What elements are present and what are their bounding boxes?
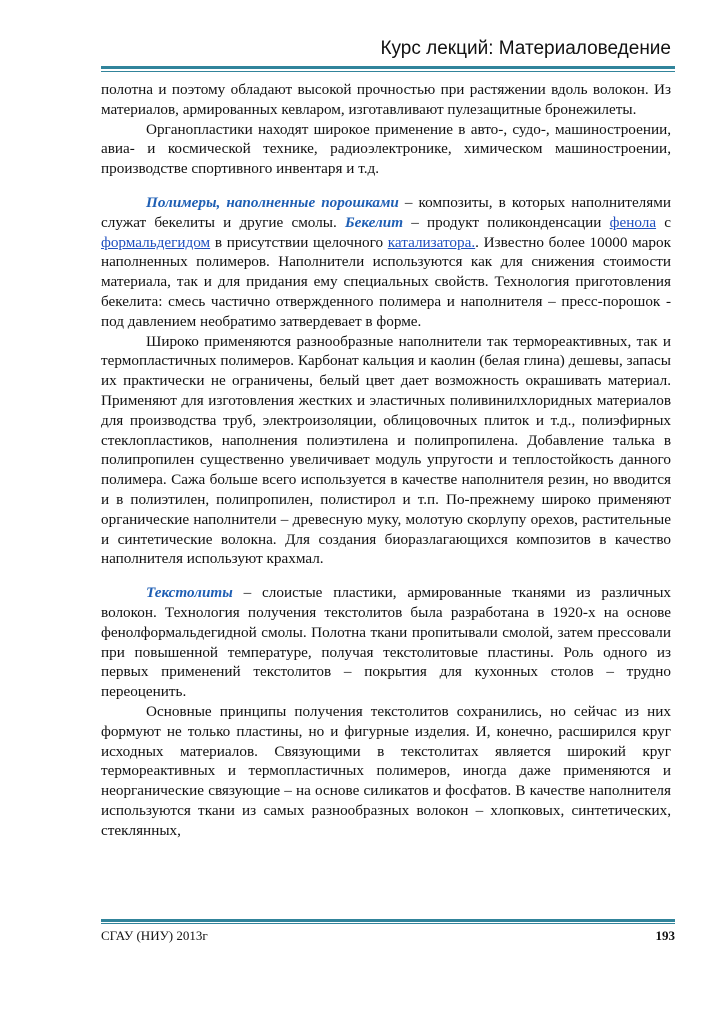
paragraph-textolites (101, 583, 671, 702)
term-textolites: Текстолиты (146, 584, 233, 602)
page-footer (101, 928, 675, 944)
link-catalyst[interactable]: катализатора. (387, 233, 476, 251)
paragraph-organoplastics: Органопластики находят широкое применение в авто-, судо-, машиностроении, авиа- и космической технике, радиоэлектронике, химическом машиностроении, производстве спортивного инвентаря и т.д. (101, 120, 671, 178)
header-rule-thick (101, 66, 675, 69)
text-run: – слоистые пластики, армированные тканями из различных волокон. Технология получения текстолитов была разработана в 1920-х на основе фенолформальдегидной смолы. Полотна ткани пропитывали смолой, затем прессовали при повышенной температуре, получая текстолитовые пластины. Роль одного из первых применений текстолитов – покрытия для кухонных столов – трудно переоценить. (101, 584, 671, 701)
footer-institution: СГАУ (НИУ) 2013г (101, 928, 208, 943)
text-run: – продукт поликонденсации (403, 213, 610, 231)
header-rule-thin (101, 71, 675, 72)
text-run: с (656, 213, 672, 231)
term-powder-filled-polymers: Полимеры, наполненные порошками (146, 193, 399, 211)
text-run: в присутствии щелочного (210, 233, 388, 251)
page-number: 193 (655, 928, 675, 943)
text-run: – композиты, в которых наполнителями служат бекелиты и другие смолы. (101, 193, 671, 231)
page-body (101, 80, 671, 840)
paragraph-textolite-principles: Основные принципы получения текстолитов сохранились, но сейчас из них формуют не только пластины, но и фигурные изделия. И, конечно, расширился круг исходных материалов. Связующими в текстолитах является широкий круг термореактивных и термопластичных полимеров, иногда даже применяются и неорганические связующие – на основе силикатов и фосфатов. В качестве наполнителя используются ткани из самых разнообразных волокон – хлопковых, синтетических, стеклянных, (101, 702, 671, 839)
footer-rule-thin (101, 923, 675, 924)
link-formaldehyde[interactable]: формальдегидом (101, 233, 211, 251)
term-bakelite: Бекелит (344, 213, 404, 231)
page-header-title: Курс лекций: Материаловедение (380, 38, 671, 59)
footer-rule-thick (101, 919, 675, 922)
paragraph-continuation: полотна и поэтому обладают высокой прочностью при растяжении вдоль волокон. Из материалов, армированных кевларом, изготавливают пулезащитные бронежилеты. (101, 81, 671, 118)
text-run: . Известно более 10000 марок наполненных полимеров. Наполнители используются как для снижения стоимости материала, так и для придания ему специальных свойств. Технология приготовления бекелита: смесь частично отвержденного полимера и наполнителя – пресс-порошок - под давлением необратимо затвердевает в форме. (101, 233, 671, 330)
paragraph-fillers: Широко применяются разнообразные наполнители так термореактивных, так и термопластичных полимеров. Карбонат кальция и каолин (белая глина) дешевы, запасы их практически не ограничены, белый цвет дает возможность окрашивать материал. Применяют для изготовления жестких и эластичных поливинилхлоридных материалов для производства труб, электроизоляции, облицовочных плиток и т.д., полиэфирных стеклопластиков, наполнения полиэтилена и полипропилена. Добавление талька в полипропилен существенно увеличивает модуль упругости и теплостойкость данного полимера. Сажа больше всего используется в качестве наполнителя резин, но вводится и в полиэтилен, полипропилен, полистирол и т.п. По-прежнему широко применяют органические наполнители – древесную муку, молотую скорлупу орехов, растительные и синтетические волокна. Для создания биоразлагающихся композитов в качество наполнителя используют крахмал. (101, 332, 671, 568)
paragraph-powder-filled-polymers (101, 193, 671, 332)
link-phenol[interactable]: фенола (609, 213, 657, 231)
